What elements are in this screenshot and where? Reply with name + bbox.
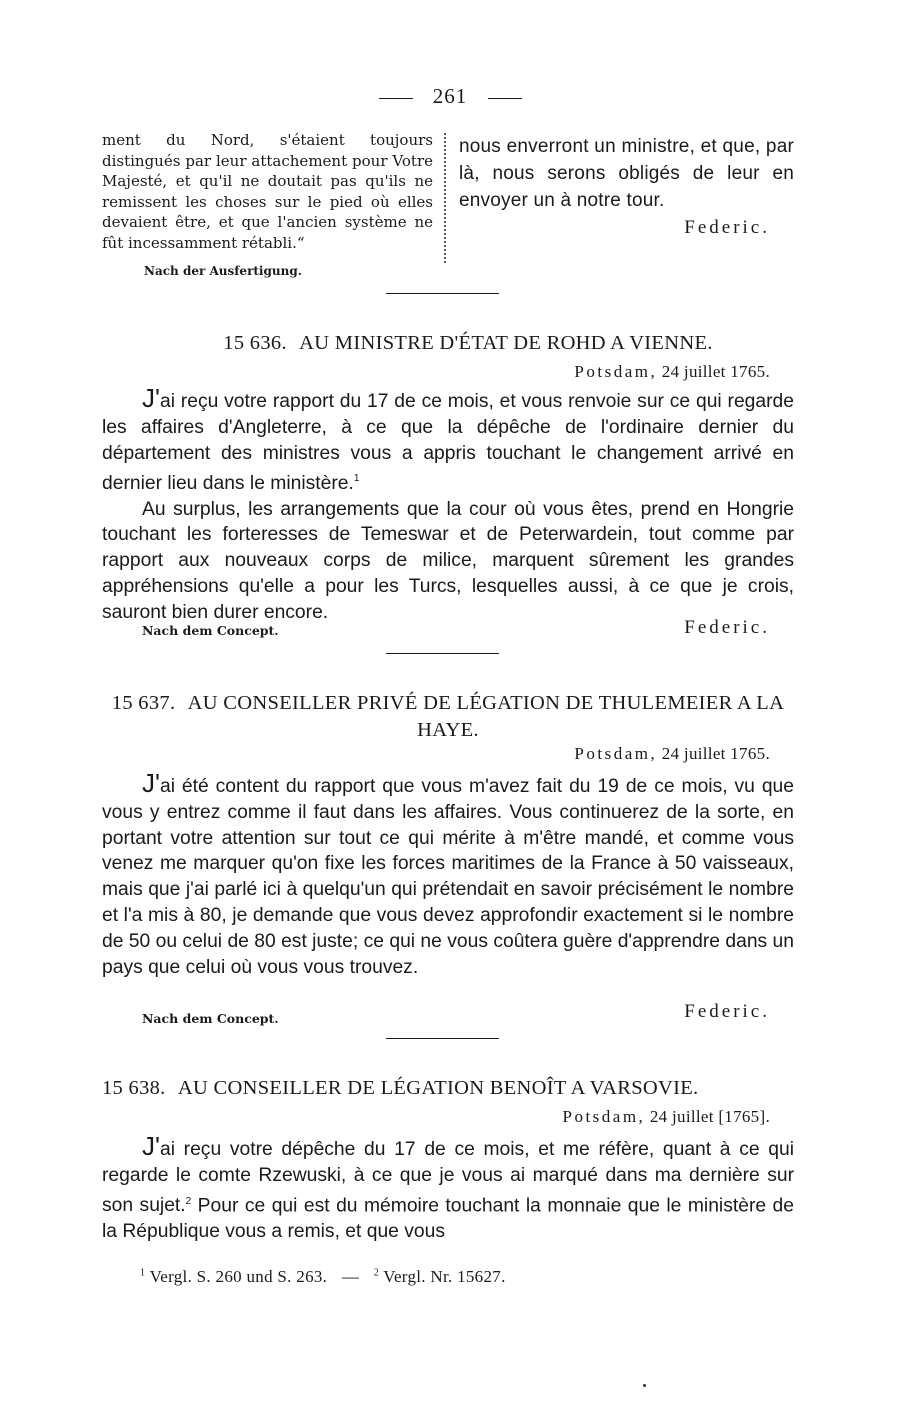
footnote-text: Vergl. S. 260 und S. 263. (149, 1267, 328, 1286)
page-header (0, 84, 900, 109)
paragraph: J'ai reçu votre rapport du 17 de ce mois, et vous renvoie sur ce qui regarde les affaires d'Angleterre, à ce que la dépêche de l'ordinaire dernier du département des ministres vous a appris touchant le changement arrivé en dernier lieu dans le ministère.$^1$ (102, 383, 794, 494)
continued-left-note: Nach der Ausfertigung. (144, 264, 302, 278)
signature: Federic. (684, 617, 770, 638)
letter-title: AU CONSEILLER PRIVÉ DE LÉGATION DE THULEMEIER A LA HAYE. (187, 692, 785, 741)
letter-title: AU MINISTRE D'ÉTAT DE ROHD A VIENNE. (299, 332, 713, 354)
page-number: 261 (432, 84, 468, 108)
letter-body-15638 (102, 1131, 794, 1245)
source-note: Nach dem Concept. (142, 1011, 279, 1026)
dateline-15636 (574, 362, 770, 382)
continued-left-text: ment du Nord, s'étaient toujours distingués par leur attachement pour Votre Majesté, et qu'il ne doutait pas qu'ils ne remissent les choses sur le pied où elles devaient être, et que l'ancien système ne fût incessamment rétabli.“ (102, 131, 433, 252)
letter-heading-15637 (102, 690, 794, 744)
letter-heading-15638 (102, 1075, 794, 1102)
section-rule (386, 653, 499, 654)
letter-number: 15 636. (223, 332, 287, 354)
footnote-mark: 2 (373, 1267, 379, 1279)
dateline-place: Potsdam, (562, 1107, 646, 1126)
letter-number: 15 637. (111, 692, 176, 714)
dateline-date: 24 juillet 1765. (661, 744, 770, 763)
paragraph: J'ai été content du rapport que vous m'avez fait du 19 de ce mois, vu que vous y entrez comme il faut dans les affaires. Vous continuerez de la sorte, en portant votre attention sur tout ce qui mérite à m'être mandé, et comme vous venez me marquer qu'on fixe les forces maritimes de la France à 50 vaisseaux, mais que j'ai parlé ici à quelqu'un qui prétendait en savoir précisément le nombre et l'a mis à 80, je demande que vous devez approfondir exactement si le nombre de 50 ou celui de 80 est juste; ce qui ne vous coûtera guère d'apprendre dans un pays que celui où vous vous trouvez. (102, 768, 794, 978)
dateline-15638 (562, 1107, 770, 1127)
print-speck (643, 1384, 646, 1387)
dateline-date: 24 juillet 1765. (661, 362, 770, 381)
signature: Federic. (684, 1001, 770, 1022)
dateline-place: Potsdam, (574, 744, 658, 763)
header-dash-left (379, 98, 413, 99)
letter-heading-15636 (102, 330, 814, 357)
dateline-date: 24 juillet [1765]. (649, 1107, 770, 1126)
letter-number: 15 638. (102, 1077, 166, 1099)
continued-right-text: nous enverront un ministre, et que, par là, nous serons obligés de leur en envoyer un à notre tour. (459, 136, 794, 211)
dateline-15637 (574, 744, 770, 764)
source-note: Nach dem Concept. (142, 623, 279, 638)
letter-body-15636 (102, 383, 794, 626)
letter-body-15637 (102, 768, 794, 980)
footnotes (140, 1267, 780, 1287)
section-rule (386, 1038, 499, 1039)
footnote-mark: 1 (140, 1267, 146, 1279)
column-divider (444, 133, 446, 263)
header-dash-right (488, 98, 522, 99)
paragraph: Au surplus, les arrangements que la cour où vous êtes, prend en Hongrie touchant les forteresses de Temeswar et de Peterwardein, tout comme par rapport aux nouveaux corps de milice, marquent sûrement les grandes appréhensions qu'elle a pour les Turcs, lesquelles aussi, à ce que je crois, sauront bien durer encore. (102, 498, 794, 623)
continued-left-column (102, 130, 433, 282)
section-rule (386, 293, 499, 294)
letter-title: AU CONSEILLER DE LÉGATION BENOÎT A VARSOVIE. (177, 1077, 699, 1099)
continued-right-column (459, 133, 794, 241)
footnote-text: Vergl. Nr. 15627. (383, 1267, 506, 1286)
dateline-place: Potsdam, (574, 362, 658, 381)
paragraph: J'ai reçu votre dépêche du 17 de ce mois, et me réfère, quant à ce qui regarde le comte Rzewuski, à ce que je vous ai marqué dans ma dernière sur son sujet.$^2$ Pour ce qui est du mémoire touchant la monnaie que le ministère de la République vous a remis, et que vous (102, 1131, 794, 1242)
continued-signature: Federic. (684, 217, 770, 238)
footnote-separator: — (341, 1267, 360, 1286)
footnote-ref: 2 (185, 1195, 192, 1207)
footnote-ref: 1 (353, 473, 360, 485)
